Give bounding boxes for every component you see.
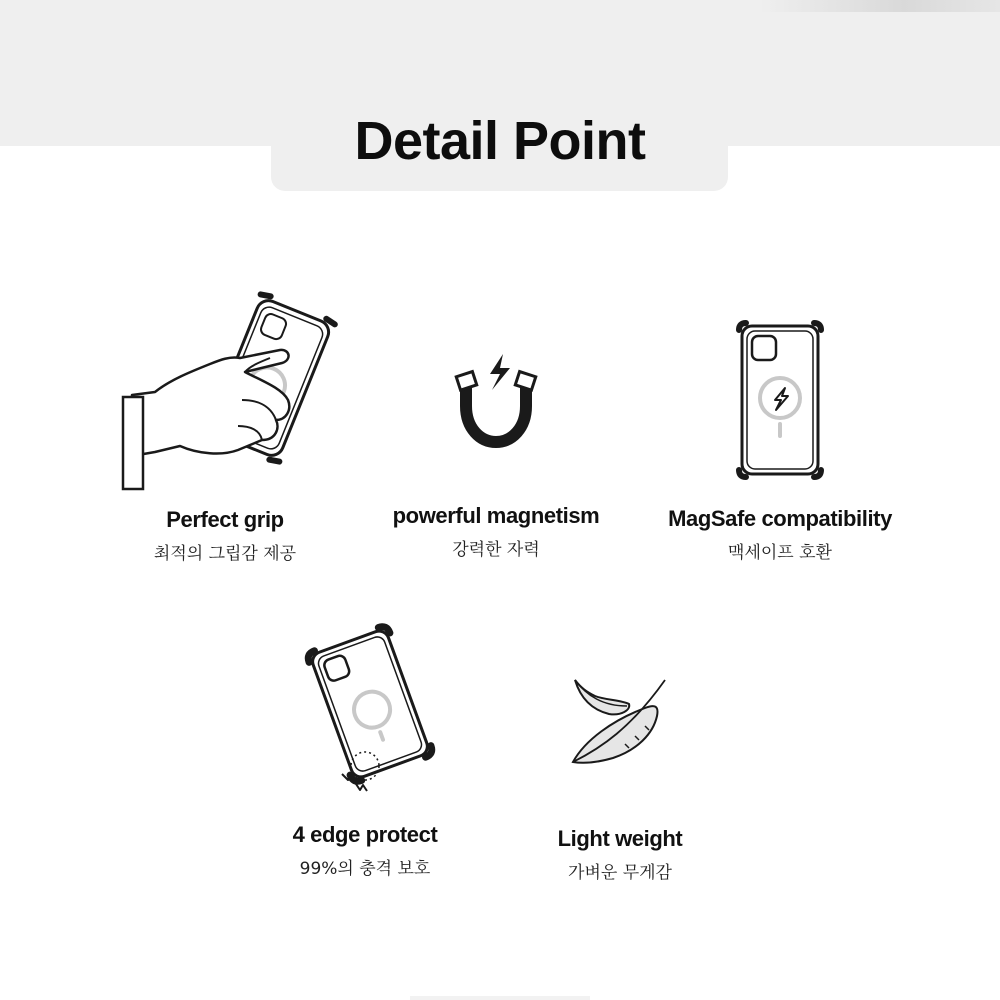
feature-subtitle: 99%의 충격 보호 bbox=[299, 859, 431, 879]
feature-perfect-grip bbox=[110, 300, 340, 564]
feature-subtitle: 강력한 자력 bbox=[452, 540, 540, 560]
feature-subtitle: 맥세이프 호환 bbox=[728, 543, 832, 563]
tilted-phone-impact-icon bbox=[270, 632, 460, 802]
feature-title: Perfect grip bbox=[166, 507, 284, 532]
bottom-divider bbox=[410, 996, 590, 1000]
feature-title: powerful magnetism bbox=[392, 503, 600, 528]
feature-light-weight bbox=[520, 670, 720, 883]
feature-powerful-magnetism bbox=[380, 348, 612, 560]
magnet-icon bbox=[446, 348, 546, 448]
page-title: Detail Point bbox=[354, 111, 646, 171]
feature-4-edge-protect bbox=[270, 632, 460, 879]
feature-title: Light weight bbox=[557, 826, 683, 851]
magsafe-phone-case-icon bbox=[735, 320, 825, 480]
feather-icon bbox=[565, 670, 675, 780]
feature-magsafe-compatibility bbox=[650, 320, 910, 563]
feature-title: 4 edge protect bbox=[292, 822, 438, 847]
header-sheen bbox=[760, 0, 1000, 12]
feature-subtitle: 최적의 그립감 제공 bbox=[153, 544, 297, 564]
hand-holding-phone-icon bbox=[110, 300, 340, 495]
feature-title: MagSafe compatibility bbox=[668, 506, 892, 531]
feature-subtitle: 가벼운 무게감 bbox=[568, 863, 672, 883]
